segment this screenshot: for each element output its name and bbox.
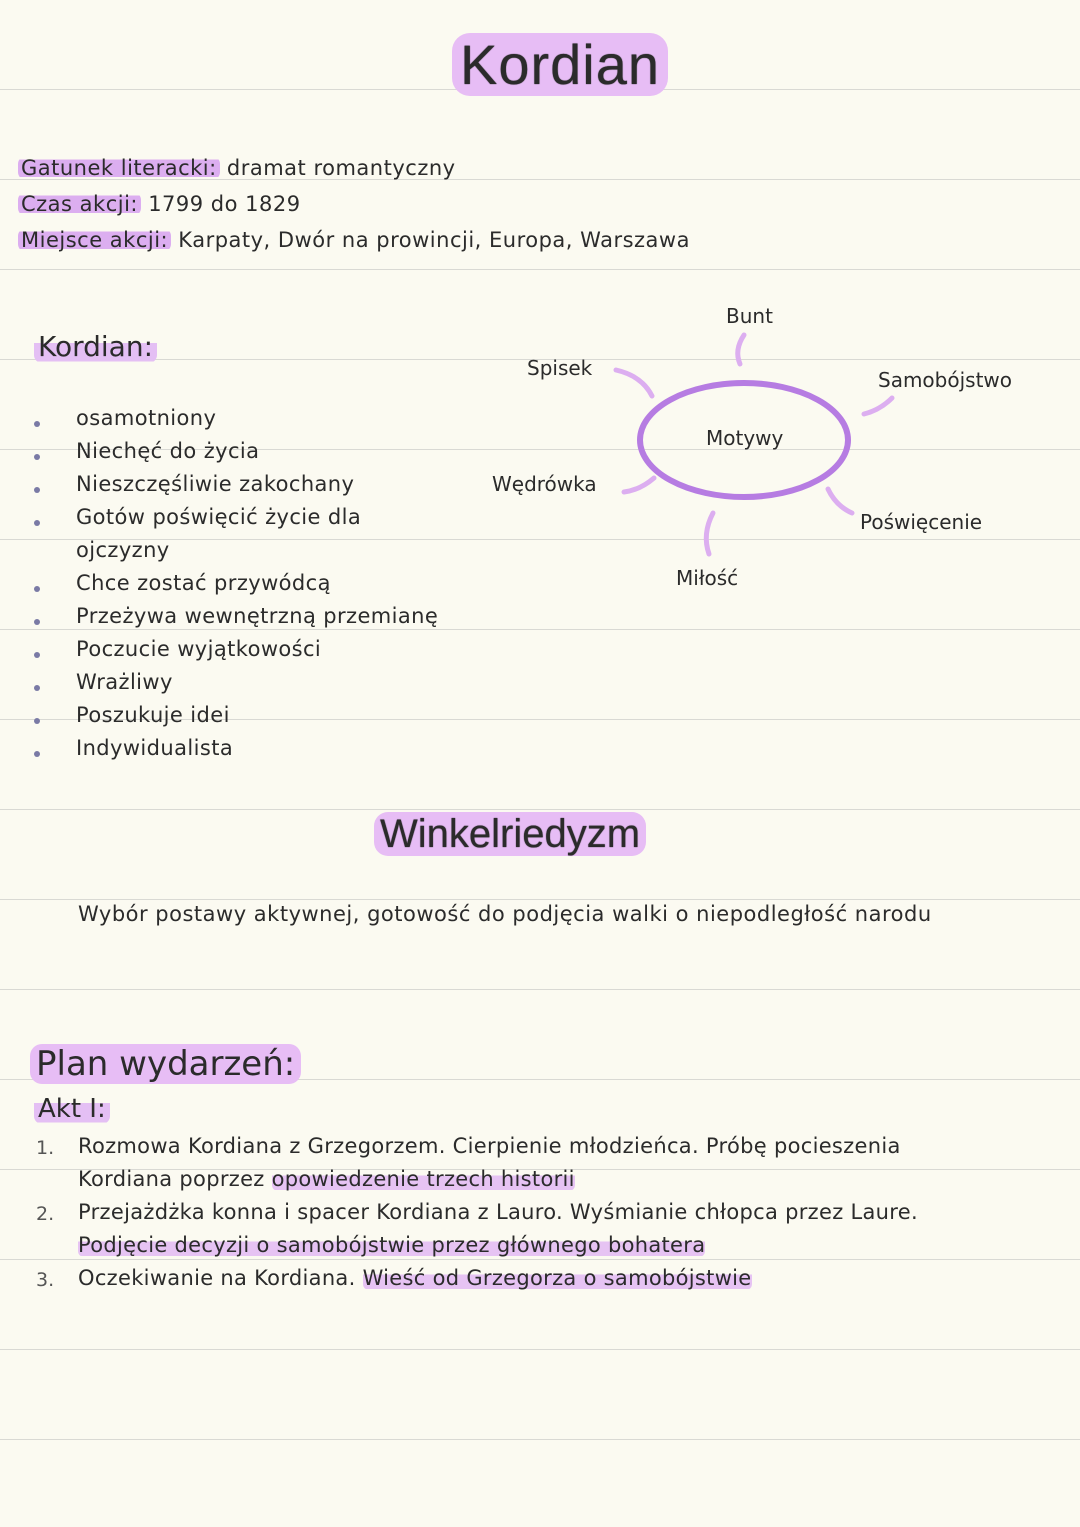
plan-item-highlight: opowiedzenie trzech historii: [271, 1167, 575, 1191]
plan-item-line: Przejażdżka konna i spacer Kordiana z Lauro. Wyśmianie chłopca przez Laure.: [78, 1200, 918, 1224]
plan-item-highlight: Podjęcie decyzji o samobójstwie przez głównego bohatera: [78, 1233, 706, 1257]
list-item: Indywidualista: [76, 736, 234, 760]
plan-item-line: [78, 1167, 575, 1191]
connector-poswiecenie: [828, 489, 852, 513]
mindmap-branch-samobojstwo: Samobójstwo: [878, 368, 1013, 392]
character-heading: Kordian:: [34, 330, 157, 363]
place-value: Karpaty, Dwór na prowincji, Europa, Warszawa: [178, 228, 690, 252]
page-title: Kordian: [452, 33, 668, 96]
plan-item-number: 1.: [36, 1137, 55, 1159]
list-item: Przeżywa wewnętrzną przemianę: [76, 604, 439, 628]
connector-wedrowka: [624, 478, 654, 492]
mindmap-branch-bunt: Bunt: [726, 304, 773, 328]
plan-item-text: Kordiana poprzez: [78, 1167, 272, 1191]
mindmap-branch-spisek: Spisek: [527, 356, 593, 380]
act-label-wrap: [34, 1094, 110, 1124]
genre-value: dramat romantyczny: [226, 156, 456, 180]
bullet-icon: [34, 751, 40, 757]
mindmap-branch-milosc: Miłość: [676, 566, 739, 590]
connector-bunt: [738, 335, 744, 364]
list-item: Niechęć do życia: [76, 439, 260, 463]
plan-heading: Plan wydarzeń:: [30, 1044, 301, 1084]
connector-milosc: [706, 513, 713, 554]
connector-spisek: [616, 370, 652, 396]
list-item-continuation: ojczyzny: [76, 538, 170, 562]
list-item: Poczucie wyjątkowości: [76, 637, 322, 661]
list-item: osamotniony: [76, 406, 217, 430]
plan-item-text: Oczekiwanie na Kordiana.: [78, 1266, 363, 1290]
act-label: Akt I:: [34, 1094, 110, 1124]
winkelried-definition: Wybór postawy aktywnej, gotowość do podjęcia walki o niepodległość narodu: [78, 902, 932, 926]
plan-item-highlight: Wieść od Grzegorza o samobójstwie: [362, 1266, 752, 1290]
time-value: 1799 do 1829: [148, 192, 301, 216]
list-item: Nieszczęśliwie zakochany: [76, 472, 355, 496]
list-item: Poszukuje idei: [76, 703, 230, 727]
place-label: Miejsce akcji:: [18, 228, 171, 252]
list-item: Chce zostać przywódcą: [76, 571, 331, 595]
bullet-icon: [34, 685, 40, 691]
time-label: Czas akcji:: [18, 192, 141, 216]
genre-label: Gatunek literacki:: [18, 156, 220, 180]
winkelried-heading-wrap: [374, 812, 646, 857]
winkelried-heading: Winkelriedyzm: [374, 812, 646, 856]
plan-item-number: 3.: [36, 1269, 55, 1291]
mindmap-branch-wedrowka: Wędrówka: [492, 472, 597, 496]
plan-item-line: Rozmowa Kordiana z Grzegorzem. Cierpienie młodzieńca. Próbę pocieszenia: [78, 1134, 901, 1158]
plan-item-number: 2.: [36, 1203, 55, 1225]
plan-heading-wrap: [30, 1044, 301, 1084]
plan-item-line: [78, 1233, 705, 1257]
plan-item-line: [78, 1266, 752, 1290]
mindmap-branch-poswiecenie: Poświęcenie: [860, 510, 983, 534]
mindmap-center: Motywy: [706, 426, 784, 450]
list-item: Gotów poświęcić życie dla: [76, 505, 362, 529]
list-item: Wrażliwy: [76, 670, 173, 694]
bullet-icon: [34, 652, 40, 658]
connector-samobojstwo: [864, 398, 892, 414]
bullet-icon: [34, 718, 40, 724]
